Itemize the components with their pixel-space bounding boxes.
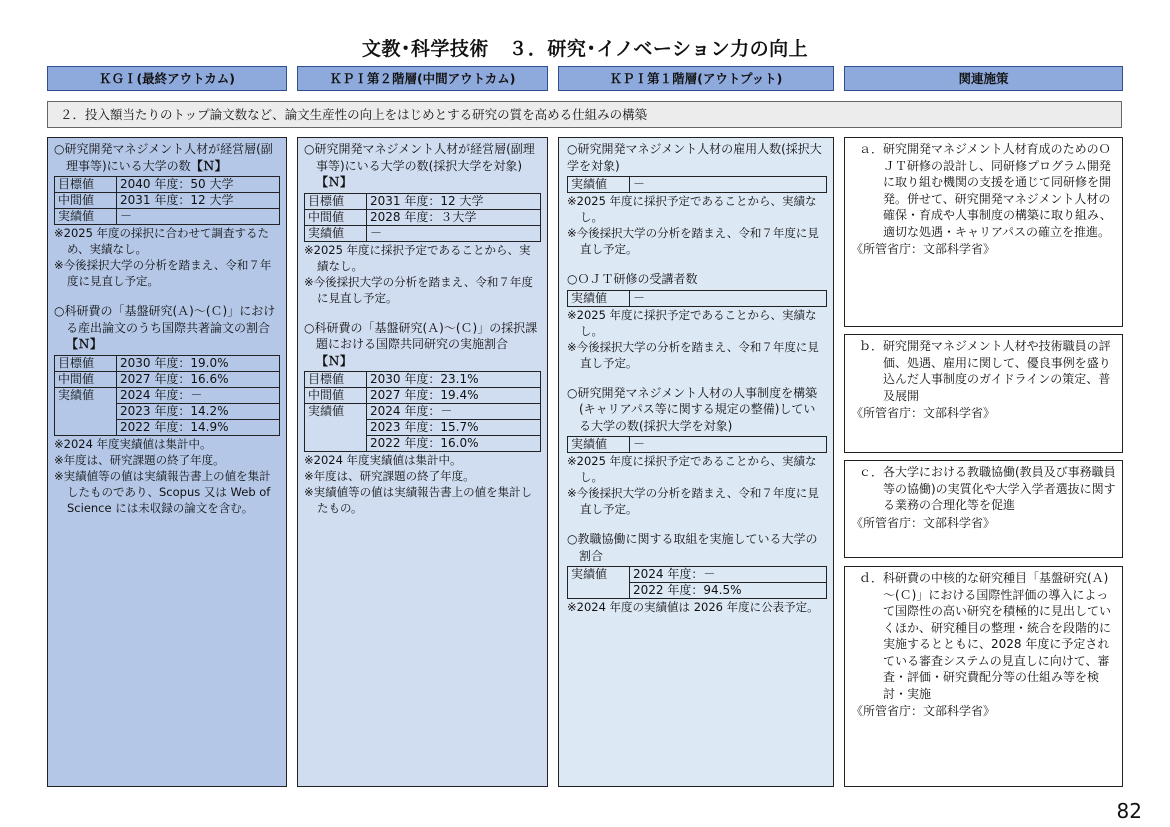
table-row xyxy=(568,567,827,583)
kv-value: 2024 年度：－ xyxy=(117,387,280,403)
measure-c xyxy=(844,460,1123,558)
kgi-column xyxy=(47,137,287,787)
kpi1-item1-table xyxy=(567,176,827,193)
kv-value: 2024 年度：－ xyxy=(630,567,827,583)
kv-value: 2031 年度：12 大学 xyxy=(367,193,541,209)
note: ※2025 年度に採択予定であることから、実績なし。 xyxy=(567,454,817,484)
kv-value: 2024 年度：－ xyxy=(367,404,541,420)
table-row xyxy=(55,193,280,209)
kv-value: 2031 年度：12 大学 xyxy=(117,193,280,209)
measure-d-text: ｄ．科研費の中核的な研究種目「基盤研究(Ａ)～(Ｃ)」における国際性評価の導入によって国際性の高い研究を積極的に見出していくほか、研究種目の整理・統合を段階的に実施するとともに、2028 年度に予定されている審査システムの見直しに向けて、審査・評価・研究費配分等の仕組み等を検討・実施 xyxy=(859,571,1112,701)
header-kpi2: ＫＰＩ第２階層(中間アウトカム) xyxy=(297,66,548,91)
kgi-item2-title-text: ○科研費の「基盤研究(Ａ)～(Ｃ)」における産出論文のうち国際共著論文の割合 xyxy=(54,304,276,335)
note: ※今後採択大学の分析を踏まえ、令和７年度に見直し予定。 xyxy=(567,339,819,370)
measure-a-text: ａ．研究開発マネジメント人材育成のためのＯＪＴ研修の設計し、同研修プログラム開発に取り組む機関の支援を通じて同研修を開発。併せて、研究開発マネジメント人材の確保・育成や人事制度の構築に取り組み、適切な処遇・キャリアパスの確立を推進。 xyxy=(859,142,1112,239)
kv-value: 2028 年度：３大学 xyxy=(367,209,541,225)
kpi1-item2-title: ○ＯＪＴ研修の受講者数 xyxy=(567,272,698,286)
measure-d-ministry: 《所管省庁：文部科学省》 xyxy=(851,704,996,718)
kv-value: 2022 年度：14.9% xyxy=(117,419,280,435)
kv-value: － xyxy=(367,225,541,241)
header-measures: 関連施策 xyxy=(844,66,1123,91)
measure-d xyxy=(844,566,1123,787)
kv-value: － xyxy=(630,290,827,306)
kv-value: 2023 年度：14.2% xyxy=(117,403,280,419)
kv-key: 実績値 xyxy=(568,437,630,453)
kv-key: 目標値 xyxy=(305,372,367,388)
kpi2-column xyxy=(297,137,548,787)
kpi2-item1-table xyxy=(304,193,541,242)
kv-key: 実績値 xyxy=(55,209,117,225)
table-row xyxy=(568,290,827,306)
kgi-item1-table xyxy=(54,176,280,225)
kv-value: 2027 年度：16.6% xyxy=(117,371,280,387)
kv-value: 2022 年度：94.5% xyxy=(630,583,827,599)
kpi2-item2-title-text: ○科研費の「基盤研究(Ａ)～(Ｃ)」の採択課題における国際共同研究の実施割合 xyxy=(304,320,538,351)
kv-value: 2040 年度：50 大学 xyxy=(117,177,280,193)
note: ※2025 年度の採択に合わせて調査するため、実績なし。 xyxy=(54,226,270,256)
kgi-item1-title-text: ○研究開発マネジメント人材が経営層(副理事等)にいる大学の数 xyxy=(54,142,273,173)
kpi1-item1-title: ○研究開発マネジメント人材の雇用人数(採択大学を対象) xyxy=(567,142,822,173)
table-row xyxy=(305,209,541,225)
kpi1-item3-table xyxy=(567,436,827,453)
measure-a-ministry: 《所管省庁：文部科学省》 xyxy=(851,242,996,256)
note: ※2024 年度実績値は集計中。 xyxy=(54,436,212,451)
table-row xyxy=(305,388,541,404)
note: ※2024 年度の実績値は 2026 年度に公表予定。 xyxy=(567,600,819,614)
kv-key: 目標値 xyxy=(55,177,117,193)
header-kgi: ＫＧＩ(最終アウトカム) xyxy=(47,66,287,91)
note: ※今後採択大学の分析を踏まえ、令和７年度に見直し予定。 xyxy=(304,274,533,305)
measure-b xyxy=(844,334,1123,453)
page-number: 82 xyxy=(1116,799,1142,823)
measure-c-ministry: 《所管省庁：文部科学省》 xyxy=(851,515,996,530)
measure-a xyxy=(844,137,1123,327)
note: ※今後採択大学の分析を踏まえ、令和７年度に見直し予定。 xyxy=(567,226,819,256)
kgi-item2-unit: 【Ｎ】 xyxy=(66,337,103,351)
kv-value: － xyxy=(630,177,827,193)
note: ※実績値等の値は実績報告書上の値を集計したもの。 xyxy=(304,485,533,515)
note: ※年度は、研究課題の終了年度。 xyxy=(54,452,225,467)
table-row xyxy=(55,177,280,193)
note: ※2025 年度に採択予定であることから、実績なし。 xyxy=(567,307,817,338)
kpi2-item1-title xyxy=(304,141,541,191)
kv-key: 目標値 xyxy=(55,355,117,371)
kpi1-item4-title: ○教職協働に関する取組を実施している大学の割合 xyxy=(567,532,818,563)
table-row xyxy=(305,193,541,209)
kv-key: 中間値 xyxy=(55,193,117,209)
table-row xyxy=(55,355,280,371)
kgi-item1-title xyxy=(54,141,280,174)
kv-value: 2030 年度：19.0% xyxy=(117,355,280,371)
kpi2-item1-unit: 【Ｎ】 xyxy=(316,175,353,189)
kv-value: － xyxy=(630,437,827,453)
table-row xyxy=(568,437,827,453)
note: ※年度は、研究課題の終了年度。 xyxy=(304,469,475,483)
kv-value: 2022 年度：16.0% xyxy=(367,436,541,452)
kv-key: 実績値 xyxy=(568,567,630,599)
note: ※実績値等の値は実績報告書上の値を集計したものであり、Scopus 又は Web of Science には未収録の論文を含む。 xyxy=(54,468,271,515)
kv-key: 中間値 xyxy=(305,209,367,225)
measure-c-text: ｃ．各大学における教職協働(教員及び事務職員等の協働)の実質化や大学入学者選抜に関する業務の合理化等を促進 xyxy=(859,465,1116,512)
note: ※今後採択大学の分析を踏まえ、令和７年度に見直し予定。 xyxy=(567,486,819,516)
table-row xyxy=(568,177,827,193)
note: ※2024 年度実績値は集計中。 xyxy=(304,453,462,467)
table-row xyxy=(305,372,541,388)
kpi2-item2-title xyxy=(304,320,541,370)
kv-key: 中間値 xyxy=(55,371,117,387)
table-row xyxy=(305,404,541,420)
kpi1-item3-title: ○研究開発マネジメント人材の人事制度を構築(キャリアパス等に関する規定の整備)している大学の数(採択大学を対象) xyxy=(567,385,818,433)
kpi2-item2-table xyxy=(304,371,541,452)
section-banner: ２．投入額当たりのトップ論文数など、論文生産性の向上をはじめとする研究の質を高める仕組みの構築 xyxy=(47,101,1122,128)
kv-key: 実績値 xyxy=(568,290,630,306)
kpi1-item2-table xyxy=(567,290,827,307)
header-kpi1: ＫＰＩ第１階層(アウトプット) xyxy=(558,66,834,91)
kv-value: 2023 年度：15.7% xyxy=(367,420,541,436)
measure-b-ministry: 《所管省庁：文部科学省》 xyxy=(851,406,996,420)
kv-value: 2027 年度：19.4% xyxy=(367,388,541,404)
note: ※2025 年度に採択予定であることから、実績なし。 xyxy=(304,242,531,273)
table-row xyxy=(305,225,541,241)
kv-value: 2030 年度：23.1% xyxy=(367,372,541,388)
kv-key: 実績値 xyxy=(305,404,367,452)
kpi1-column xyxy=(558,137,834,787)
kgi-item2-table xyxy=(54,355,280,436)
measure-b-text: ｂ．研究開発マネジメント人材や技術職員の評価、処遇、雇用に関して、優良事例を盛り込んだ人事制度のガイドラインの策定、普及展開 xyxy=(859,339,1111,403)
kv-value: － xyxy=(117,209,280,225)
kv-key: 中間値 xyxy=(305,388,367,404)
table-row xyxy=(55,371,280,387)
kgi-item1-unit: 【Ｎ】 xyxy=(190,158,227,173)
table-row xyxy=(55,387,280,403)
kv-key: 実績値 xyxy=(568,177,630,193)
note: ※2025 年度に採択予定であることから、実績なし。 xyxy=(567,194,817,224)
kpi2-item2-unit: 【Ｎ】 xyxy=(316,353,353,368)
kpi2-item1-title-text: ○研究開発マネジメント人材が経営層(副理事等)にいる大学の数(採択大学を対象) xyxy=(304,142,535,173)
kv-key: 実績値 xyxy=(305,225,367,241)
kpi1-item4-table xyxy=(567,566,827,599)
kv-key: 目標値 xyxy=(305,193,367,209)
page-title: 文教･科学技術 ３．研究･イノベーション力の向上 xyxy=(361,38,809,60)
kgi-item2-title xyxy=(54,303,280,353)
kv-key: 実績値 xyxy=(55,387,117,435)
table-row xyxy=(55,209,280,225)
note: ※今後採択大学の分析を踏まえ、令和７年度に見直し予定。 xyxy=(54,258,272,288)
